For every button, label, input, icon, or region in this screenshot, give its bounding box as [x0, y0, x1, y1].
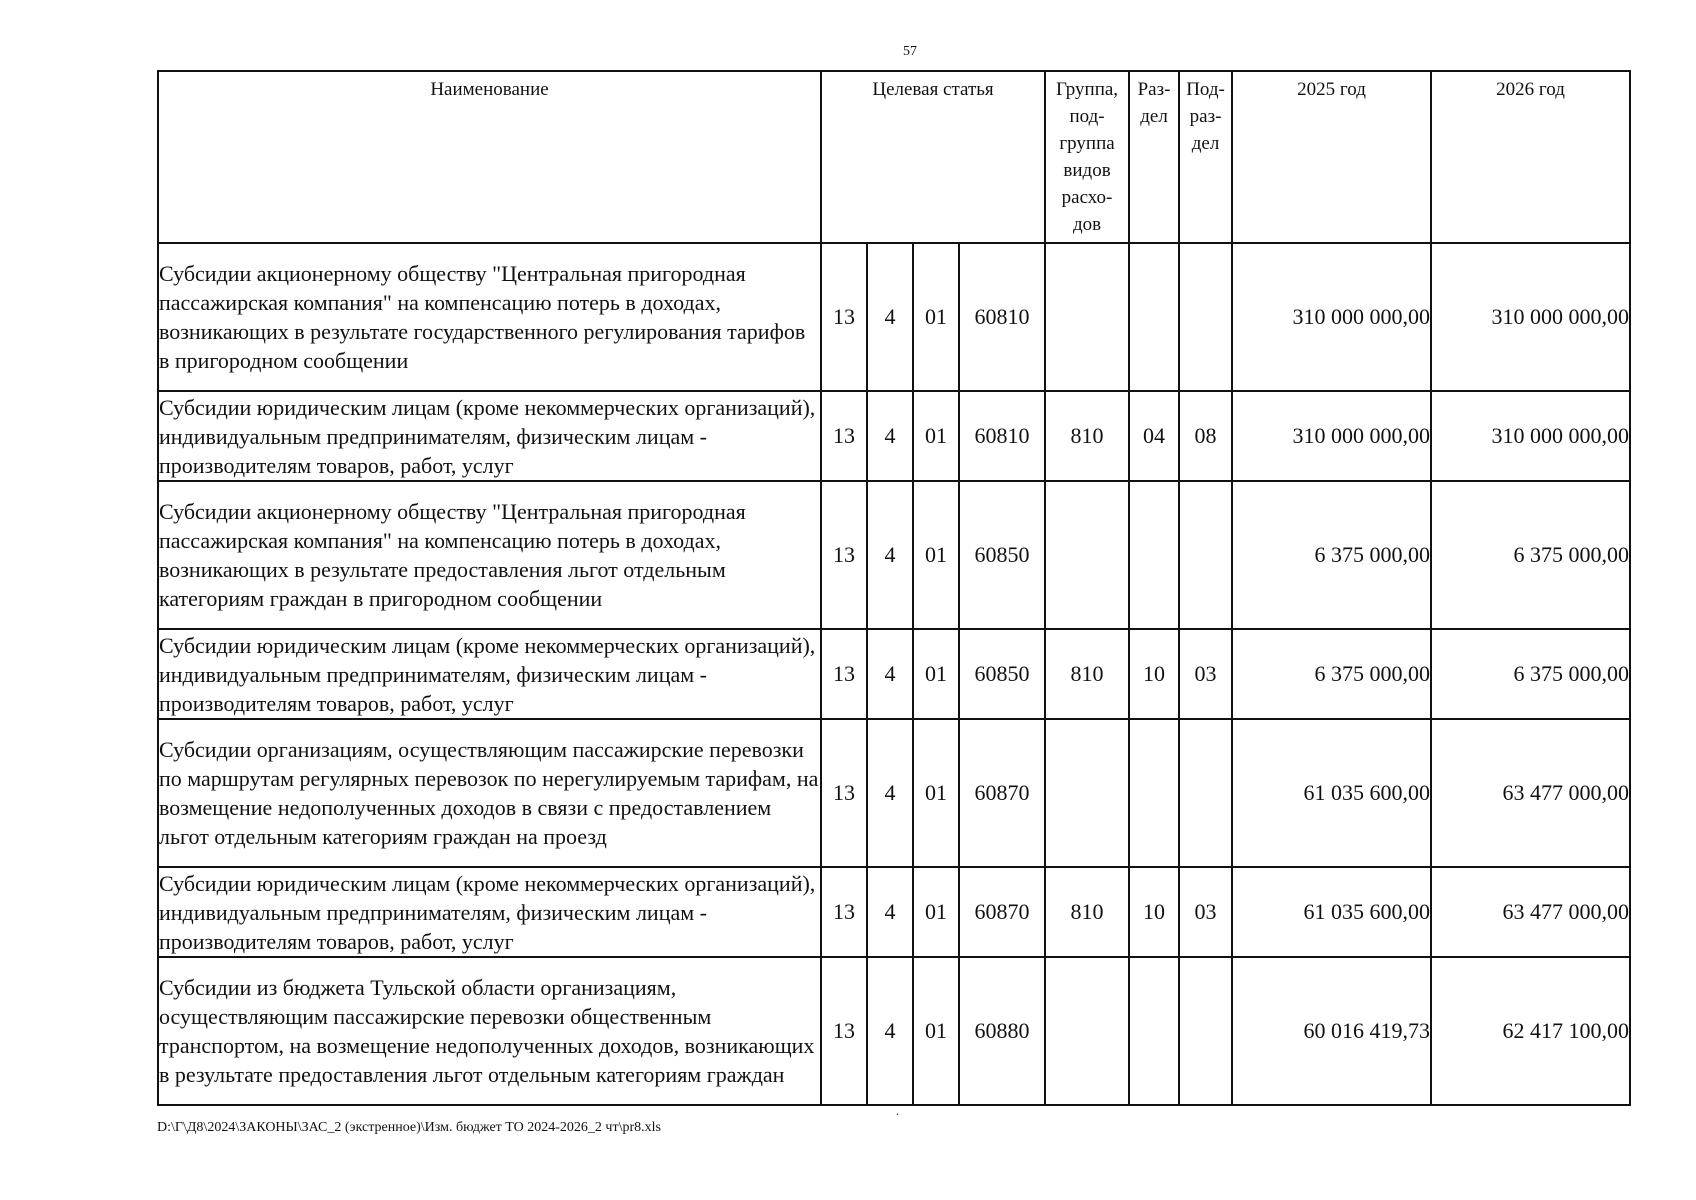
header-year-2025: 2025 год: [1232, 71, 1431, 243]
row-subsection: [1179, 719, 1232, 867]
row-name: Субсидии акционерному обществу "Центральная пригородная пассажирская компания" на компенсацию потерь в доходах, возникающих в результате предоставления льгот отдельным категориям граждан в пригородном сообщении: [158, 481, 821, 629]
row-code-program: 13: [821, 719, 867, 867]
row-group: [1045, 481, 1129, 629]
row-amount-2025: 310 000 000,00: [1232, 243, 1431, 391]
row-code-type: 4: [867, 243, 913, 391]
row-name: Субсидии юридическим лицам (кроме некоммерческих организаций), индивидуальным предпринимателям, физическим лицам - производителям товаров, работ, услуг: [158, 867, 821, 957]
table-row: [158, 481, 1630, 629]
row-subsection: [1179, 481, 1232, 629]
row-code-event: 01: [913, 957, 959, 1105]
header-subsection: Под- раз- дел: [1179, 71, 1232, 243]
row-group: 810: [1045, 391, 1129, 481]
row-name: Субсидии юридическим лицам (кроме некоммерческих организаций), индивидуальным предпринимателям, физическим лицам - производителям товаров, работ, услуг: [158, 391, 821, 481]
row-code-program: 13: [821, 957, 867, 1105]
row-code-program: 13: [821, 243, 867, 391]
row-section: [1129, 481, 1179, 629]
row-name: Субсидии из бюджета Тульской области организациям, осуществляющим пассажирские перевозки общественным транспортом, на возмещение недополученных доходов, возникающих в результате предоставления льгот отдельным категориям граждан: [158, 957, 821, 1105]
row-name: Субсидии юридическим лицам (кроме некоммерческих организаций), индивидуальным предпринимателям, физическим лицам - производителям товаров, работ, услуг: [158, 629, 821, 719]
row-code-event: 01: [913, 867, 959, 957]
table-row: [158, 719, 1630, 867]
row-code-program: 13: [821, 629, 867, 719]
row-code-type: 4: [867, 957, 913, 1105]
row-amount-2026: 310 000 000,00: [1431, 391, 1630, 481]
header-target-article: Целевая статья: [821, 71, 1045, 243]
header-name: Наименование: [158, 71, 821, 243]
row-amount-2026: 6 375 000,00: [1431, 629, 1630, 719]
row-subsection: 03: [1179, 629, 1232, 719]
header-group: Группа, под- группа видов расхо- дов: [1045, 71, 1129, 243]
row-code-direction: 60870: [959, 867, 1045, 957]
row-group: [1045, 719, 1129, 867]
row-amount-2025: 61 035 600,00: [1232, 719, 1431, 867]
table-row: [158, 867, 1630, 957]
row-section: 10: [1129, 629, 1179, 719]
row-section: 10: [1129, 867, 1179, 957]
row-group: 810: [1045, 867, 1129, 957]
budget-table: [157, 70, 1631, 1106]
row-subsection: 08: [1179, 391, 1232, 481]
row-code-event: 01: [913, 629, 959, 719]
row-amount-2026: 6 375 000,00: [1431, 481, 1630, 629]
table-row: [158, 391, 1630, 481]
row-code-type: 4: [867, 629, 913, 719]
row-subsection: [1179, 957, 1232, 1105]
row-code-program: 13: [821, 481, 867, 629]
row-name: Субсидии организациям, осуществляющим пассажирские перевозки по маршрутам регулярных перевозок по нерегулируемым тарифам, на возмещение недополученных доходов в связи с предоставлением льгот отдельным категориям граждан на проезд: [158, 719, 821, 867]
row-section: [1129, 243, 1179, 391]
row-code-event: 01: [913, 243, 959, 391]
row-amount-2026: 63 477 000,00: [1431, 719, 1630, 867]
footer-file-path: D:\Г\Д8\2024\ЗАКОНЫ\ЗАС_2 (экстренное)\Изм. бюджет ТО 2024-2026_2 чт\pr8.xls: [157, 1120, 661, 1135]
dot-mark: .: [896, 1104, 899, 1118]
row-code-direction: 60870: [959, 719, 1045, 867]
row-amount-2025: 60 016 419,73: [1232, 957, 1431, 1105]
row-code-direction: 60880: [959, 957, 1045, 1105]
row-code-event: 01: [913, 391, 959, 481]
row-section: [1129, 719, 1179, 867]
row-code-type: 4: [867, 391, 913, 481]
row-code-direction: 60810: [959, 243, 1045, 391]
row-code-direction: 60850: [959, 481, 1045, 629]
row-section: [1129, 957, 1179, 1105]
table-row: [158, 629, 1630, 719]
row-code-event: 01: [913, 719, 959, 867]
row-group: 810: [1045, 629, 1129, 719]
row-amount-2026: 63 477 000,00: [1431, 867, 1630, 957]
row-code-type: 4: [867, 481, 913, 629]
row-amount-2026: 62 417 100,00: [1431, 957, 1630, 1105]
row-amount-2026: 310 000 000,00: [1431, 243, 1630, 391]
row-name: Субсидии акционерному обществу "Центральная пригородная пассажирская компания" на компенсацию потерь в доходах, возникающих в результате государственного регулирования тарифов в пригородном сообщении: [158, 243, 821, 391]
table-row: [158, 957, 1630, 1105]
row-code-type: 4: [867, 719, 913, 867]
table-header-row: [158, 71, 1630, 243]
table-row: [158, 243, 1630, 391]
page-number: 57: [903, 44, 917, 59]
row-amount-2025: 6 375 000,00: [1232, 629, 1431, 719]
row-subsection: 03: [1179, 867, 1232, 957]
row-amount-2025: 310 000 000,00: [1232, 391, 1431, 481]
row-code-program: 13: [821, 867, 867, 957]
row-subsection: [1179, 243, 1232, 391]
row-code-type: 4: [867, 867, 913, 957]
row-code-event: 01: [913, 481, 959, 629]
row-group: [1045, 243, 1129, 391]
header-section: Раз- дел: [1129, 71, 1179, 243]
row-section: 04: [1129, 391, 1179, 481]
row-code-direction: 60850: [959, 629, 1045, 719]
row-code-program: 13: [821, 391, 867, 481]
row-amount-2025: 6 375 000,00: [1232, 481, 1431, 629]
row-amount-2025: 61 035 600,00: [1232, 867, 1431, 957]
header-year-2026: 2026 год: [1431, 71, 1630, 243]
row-code-direction: 60810: [959, 391, 1045, 481]
row-group: [1045, 957, 1129, 1105]
